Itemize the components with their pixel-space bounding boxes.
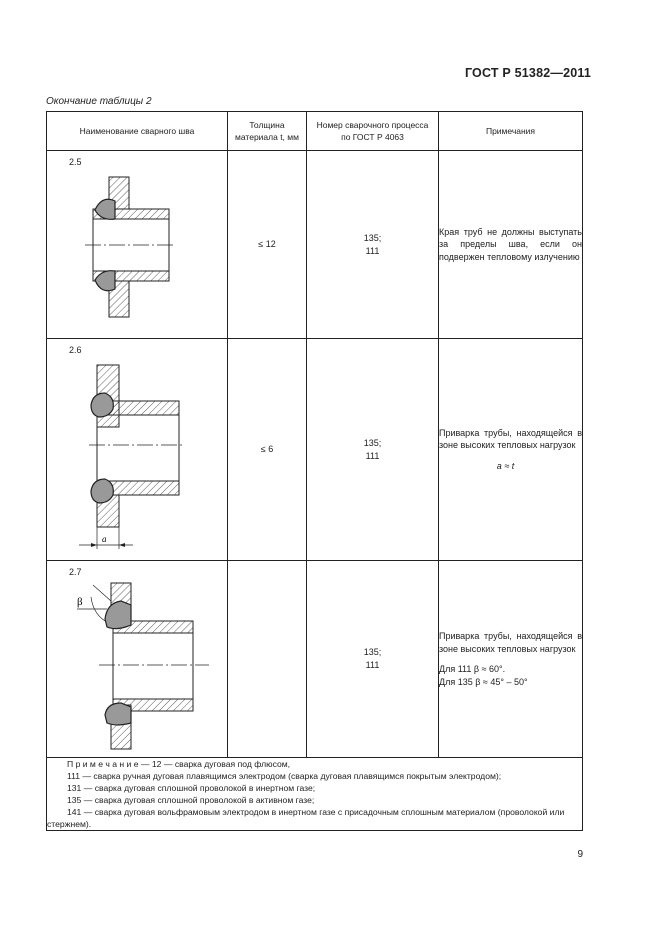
page-number: 9 bbox=[577, 849, 583, 860]
footnote-row bbox=[47, 758, 583, 831]
process-cell: 135; 111 bbox=[307, 151, 439, 339]
process-cell: 135; 111 bbox=[307, 561, 439, 758]
note-line: Для 111 β ≈ 60°. bbox=[439, 664, 506, 674]
footnote-line: 135 — сварка дуговая сплошной проволокой в активном газе; bbox=[67, 795, 315, 805]
row-number: 2.7 bbox=[69, 567, 82, 577]
table-row bbox=[47, 151, 583, 339]
footnote-line: 111 — сварка ручная дуговая плавящимся электродом (сварка дуговая плавящимся покрытым электродом); bbox=[67, 771, 502, 781]
weld-drawing-cell bbox=[47, 561, 228, 758]
standard-designation: ГОСТ Р 51382—2011 bbox=[464, 66, 591, 80]
footnote bbox=[47, 758, 583, 831]
header-weld-name: Наименование сварного шва bbox=[47, 112, 228, 151]
notes-cell: Края труб не должны выступать за пределы шва, если он подвержен тепловому излучению bbox=[439, 151, 583, 339]
weld-table bbox=[46, 111, 583, 831]
weld-drawing-2-5 bbox=[47, 151, 227, 339]
weld-drawing-2-7 bbox=[47, 561, 227, 758]
formula: a ≈ t bbox=[496, 460, 515, 471]
table-caption: Окончание таблицы 2 bbox=[46, 96, 152, 107]
weld-drawing-cell bbox=[47, 151, 228, 339]
notes-cell: Приварка трубы, находящейся в зоне высоких тепловых нагрузок a ≈ t bbox=[439, 339, 583, 561]
header-process-number: Номер сварочного процесса по ГОСТ Р 4063 bbox=[307, 112, 439, 151]
header-thickness: Толщина материала t, мм bbox=[228, 112, 307, 151]
footnote-line: 131 — сварка дуговая сплошной проволокой в инертном газе; bbox=[67, 783, 316, 793]
footnote-line: 141 — сварка дуговая вольфрамовым электродом в инертном газе с присадочным сплошным материалом (проволокой или стержнем). bbox=[47, 807, 565, 829]
header-notes: Примечания bbox=[439, 112, 583, 151]
dimension-label: a bbox=[102, 534, 107, 544]
weld-drawing-2-6 bbox=[47, 339, 227, 561]
notes-cell: Приварка трубы, находящейся в зоне высоких тепловых нагрузок Для 111 β ≈ 60°. Для 135 β ≈ 45° – 50° bbox=[439, 561, 583, 758]
angle-label: β bbox=[77, 596, 83, 608]
thickness-cell bbox=[228, 561, 307, 758]
row-number: 2.6 bbox=[69, 345, 82, 355]
table-row bbox=[47, 561, 583, 758]
note-line: Для 135 β ≈ 45° – 50° bbox=[439, 676, 528, 687]
footnote-prefix: П р и м е ч а н и е — bbox=[67, 759, 150, 769]
footnote-line: 12 — сварка дуговая под флюсом, bbox=[149, 759, 291, 769]
table-row bbox=[47, 339, 583, 561]
weld-drawing-cell bbox=[47, 339, 228, 561]
process-cell: 135; 111 bbox=[307, 339, 439, 561]
row-number: 2.5 bbox=[69, 157, 82, 167]
thickness-cell: ≤ 12 bbox=[228, 151, 307, 339]
thickness-cell: ≤ 6 bbox=[228, 339, 307, 561]
table-header-row bbox=[47, 112, 583, 151]
